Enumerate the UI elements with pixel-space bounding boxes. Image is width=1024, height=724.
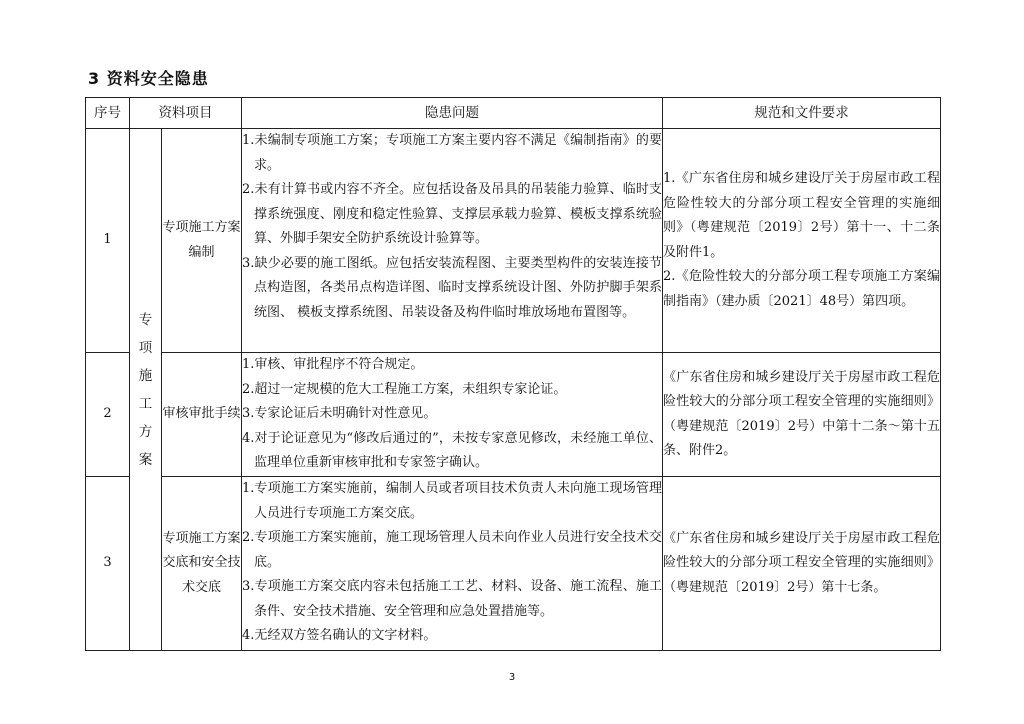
- table-row: [86, 353, 941, 477]
- issue-line: 2.未有计算书或内容不齐全。应包括设备及吊具的吊装能力验算、临时支撑系统强度、刚度和稳定性验算、支撑层承载力验算、模板支撑系统验算、外脚手架安全防护系统设计验算等。: [242, 182, 662, 246]
- requirement-line: 《广东省住房和城乡建设厅关于房屋市政工程危险性较大的分部分项工程安全管理的实施细则》（粤建规范〔2019〕2号）中第十二条～第十五条、附件2。: [663, 369, 940, 458]
- table-header-row: [86, 98, 941, 129]
- table-row: [86, 477, 941, 651]
- issue-line: 1.专项施工方案实施前，编制人员或者项目技术负责人未向施工现场管理人员进行专项施工方案交底。: [242, 481, 662, 521]
- issue-line: 1.未编制专项施工方案；专项施工方案主要内容不满足《编制指南》的要求。: [242, 133, 662, 173]
- requirement-line: 1.《广东省住房和城乡建设厅关于房屋市政工程危险性较大的分部分项工程安全管理的实施细则》（粤建规范〔2019〕2号）第十一、十二条及附件1。: [663, 171, 940, 260]
- issue-line: 4.无经双方签名确认的文字材料。: [242, 628, 437, 643]
- header-item: 资料项目: [130, 98, 242, 129]
- row-number: 3: [86, 477, 130, 651]
- issue-line: 3.专项施工方案交底内容未包括施工工艺、材料、设备、施工流程、施工条件、安全技术措施、安全管理和应急处置措施等。: [242, 579, 662, 619]
- row-number: 1: [86, 129, 130, 353]
- requirements-cell: [663, 129, 941, 353]
- issue-line: 2.专项施工方案实施前，施工现场管理人员未向作业人员进行安全技术交底。: [242, 530, 662, 570]
- header-issues: 隐患问题: [242, 98, 663, 129]
- requirements-cell: [663, 353, 941, 477]
- requirement-line: 《广东省住房和城乡建设厅关于房屋市政工程危险性较大的分部分项工程安全管理的实施细则》（粤建规范〔2019〕2号）第十七条。: [663, 530, 940, 595]
- section-title: 3 资料安全隐患: [88, 69, 209, 88]
- header-requirements: 规范和文件要求: [663, 98, 941, 129]
- issue-line: 1.审核、审批程序不符合规定。: [242, 357, 424, 372]
- issues-cell: [242, 129, 663, 353]
- category-label: 专项施工方案: [138, 311, 153, 468]
- item-cell: 专项施工方案交底和安全技术交底: [162, 477, 242, 651]
- issue-line: 3.专家论证后未明确针对性意见。: [242, 406, 437, 421]
- issue-line: 2.超过一定规模的危大工程施工方案，未组织专家论证。: [242, 381, 567, 397]
- requirements-cell: [663, 477, 941, 651]
- item-cell: 专项施工方案编制: [162, 129, 242, 353]
- header-no: 序号: [86, 98, 130, 129]
- issues-cell: [242, 353, 663, 477]
- requirement-line: 2.《危险性较大的分部分项工程专项施工方案编制指南》（建办质〔2021〕48号）第四项。: [663, 269, 940, 309]
- row-number: 2: [86, 353, 130, 477]
- category-cell: [130, 129, 162, 651]
- issues-cell: [242, 477, 663, 651]
- item-cell: 审核审批手续: [162, 353, 242, 477]
- hazard-table: [85, 97, 941, 651]
- page-number: 3: [508, 672, 516, 683]
- table-row: [86, 129, 941, 353]
- issue-line: 4.对于论证意见为“修改后通过的”，未按专家意见修改，未经施工单位、监理单位重新审核审批和专家签字确认。: [242, 430, 662, 470]
- issue-line: 3.缺少必要的施工图纸。应包括安装流程图、主要类型构件的安装连接节点构造图，各类吊点构造详图、临时支撑系统设计图、外防护脚手架系统图、 模板支撑系统图、吊装设备及构件临时堆放场地布置图等。: [242, 255, 662, 320]
